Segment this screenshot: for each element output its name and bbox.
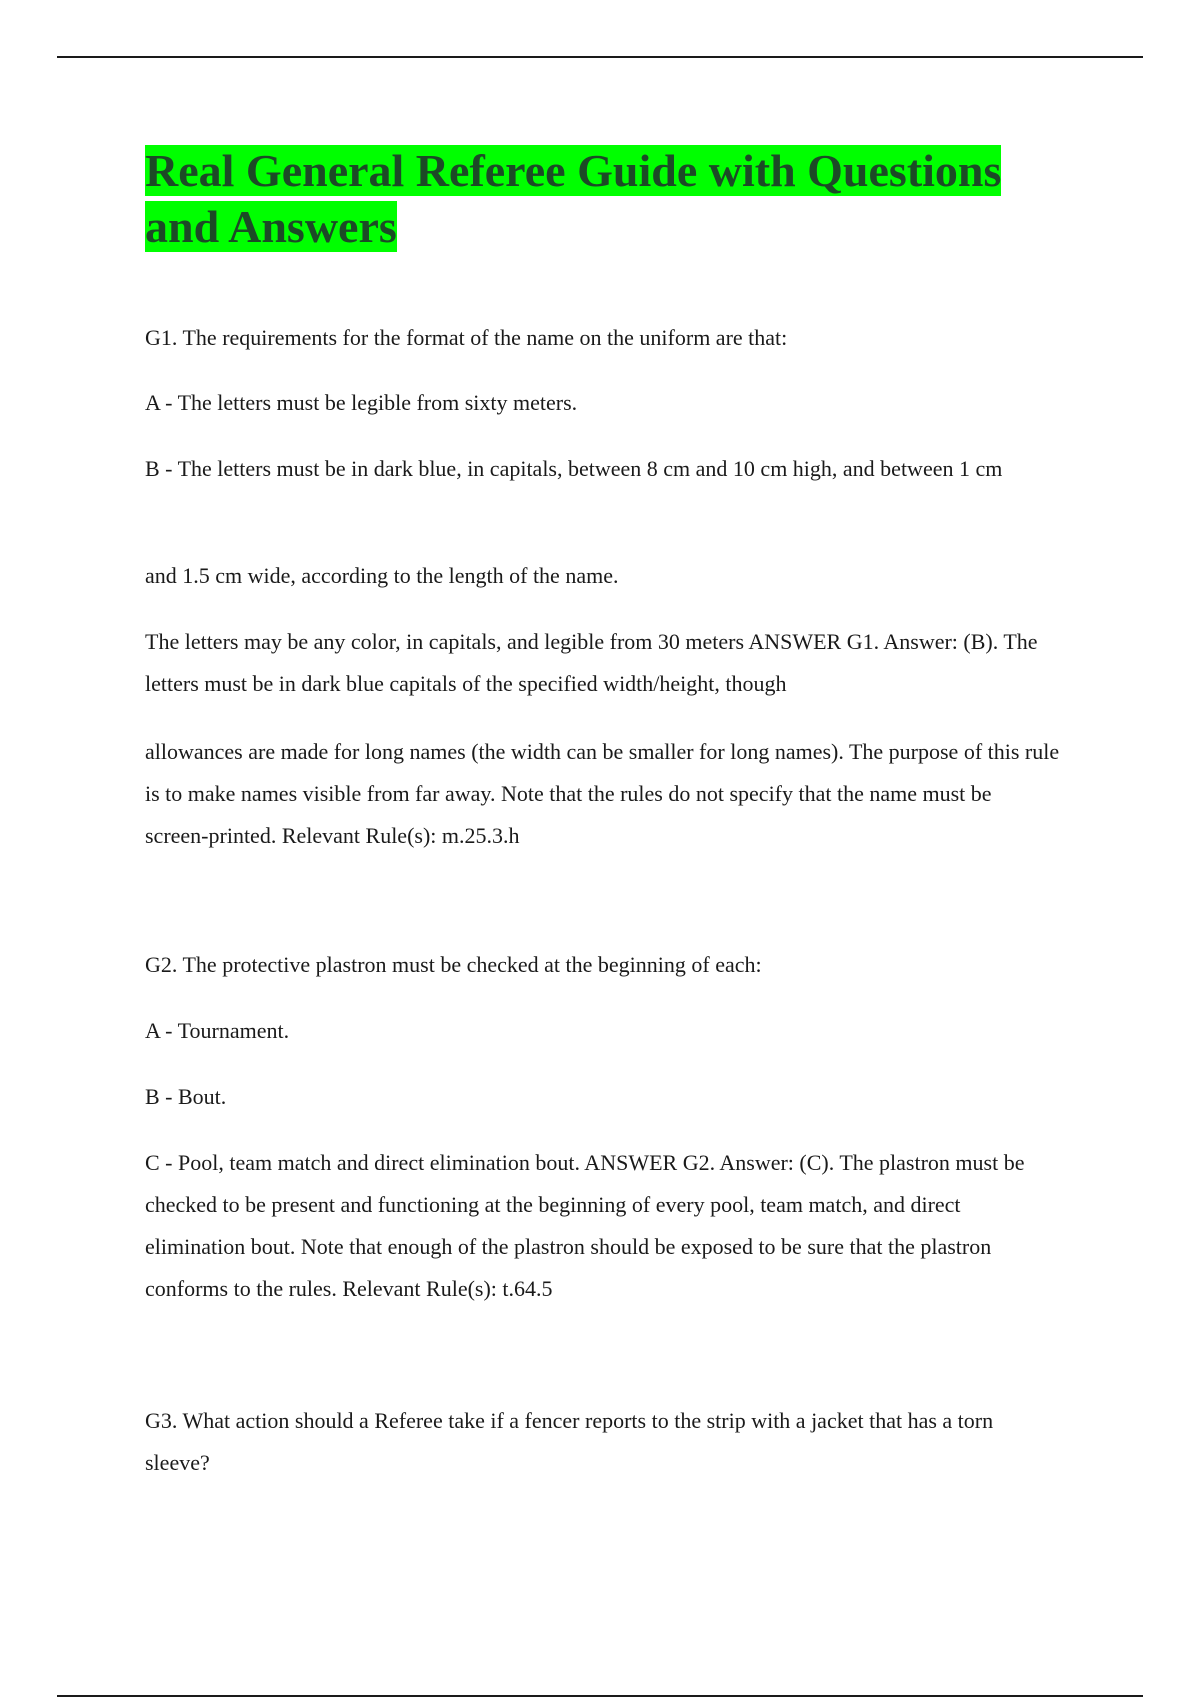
option-g1-a: A - The letters must be legible from sixty meters.: [145, 390, 578, 415]
option-g1-b-continued: and 1.5 cm wide, according to the length of the name.: [145, 563, 619, 588]
document-title: [145, 143, 1055, 255]
question-g3: G3. What action should a Referee take if a fencer reports to the strip with a jacket that has a torn sleeve?: [145, 1408, 994, 1475]
option-g2-a: A - Tournament.: [145, 1018, 290, 1043]
option-g2-c-and-answer: C - Pool, team match and direct elimination bout. ANSWER G2. Answer: (C). The plastron must be checked to be present and functioning at the beginning of every pool, team match, and direct elimination bout. Note that enough of the plastron should be exposed to be sure that the plastron conforms to the rules. Relevant Rule(s): t.64.5: [145, 1150, 1025, 1301]
document-title-text: Real General Referee Guide with Questions and Answers: [145, 145, 1002, 252]
option-g2-b: B - Bout.: [145, 1084, 227, 1109]
question-g2: G2. The protective plastron must be checked at the beginning of each:: [145, 952, 762, 977]
answer-g1-explanation: allowances are made for long names (the width can be smaller for long names). The purpose of this rule is to make names visible from far away. Note that the rules do not specify that the name must be screen-printed. Relevant Rule(s): m.25.3.h: [145, 739, 1060, 848]
bottom-rule: [57, 1695, 1143, 1697]
option-g1-b: B - The letters must be in dark blue, in capitals, between 8 cm and 10 cm high, and between 1 cm: [145, 456, 1003, 481]
option-g1-c-and-answer: The letters may be any color, in capitals, and legible from 30 meters ANSWER G1. Answer: (B). The letters must be in dark blue capitals of the specified width/height, though: [145, 629, 1038, 696]
question-g1: G1. The requirements for the format of the name on the uniform are that:: [145, 325, 788, 350]
top-rule: [57, 56, 1143, 58]
